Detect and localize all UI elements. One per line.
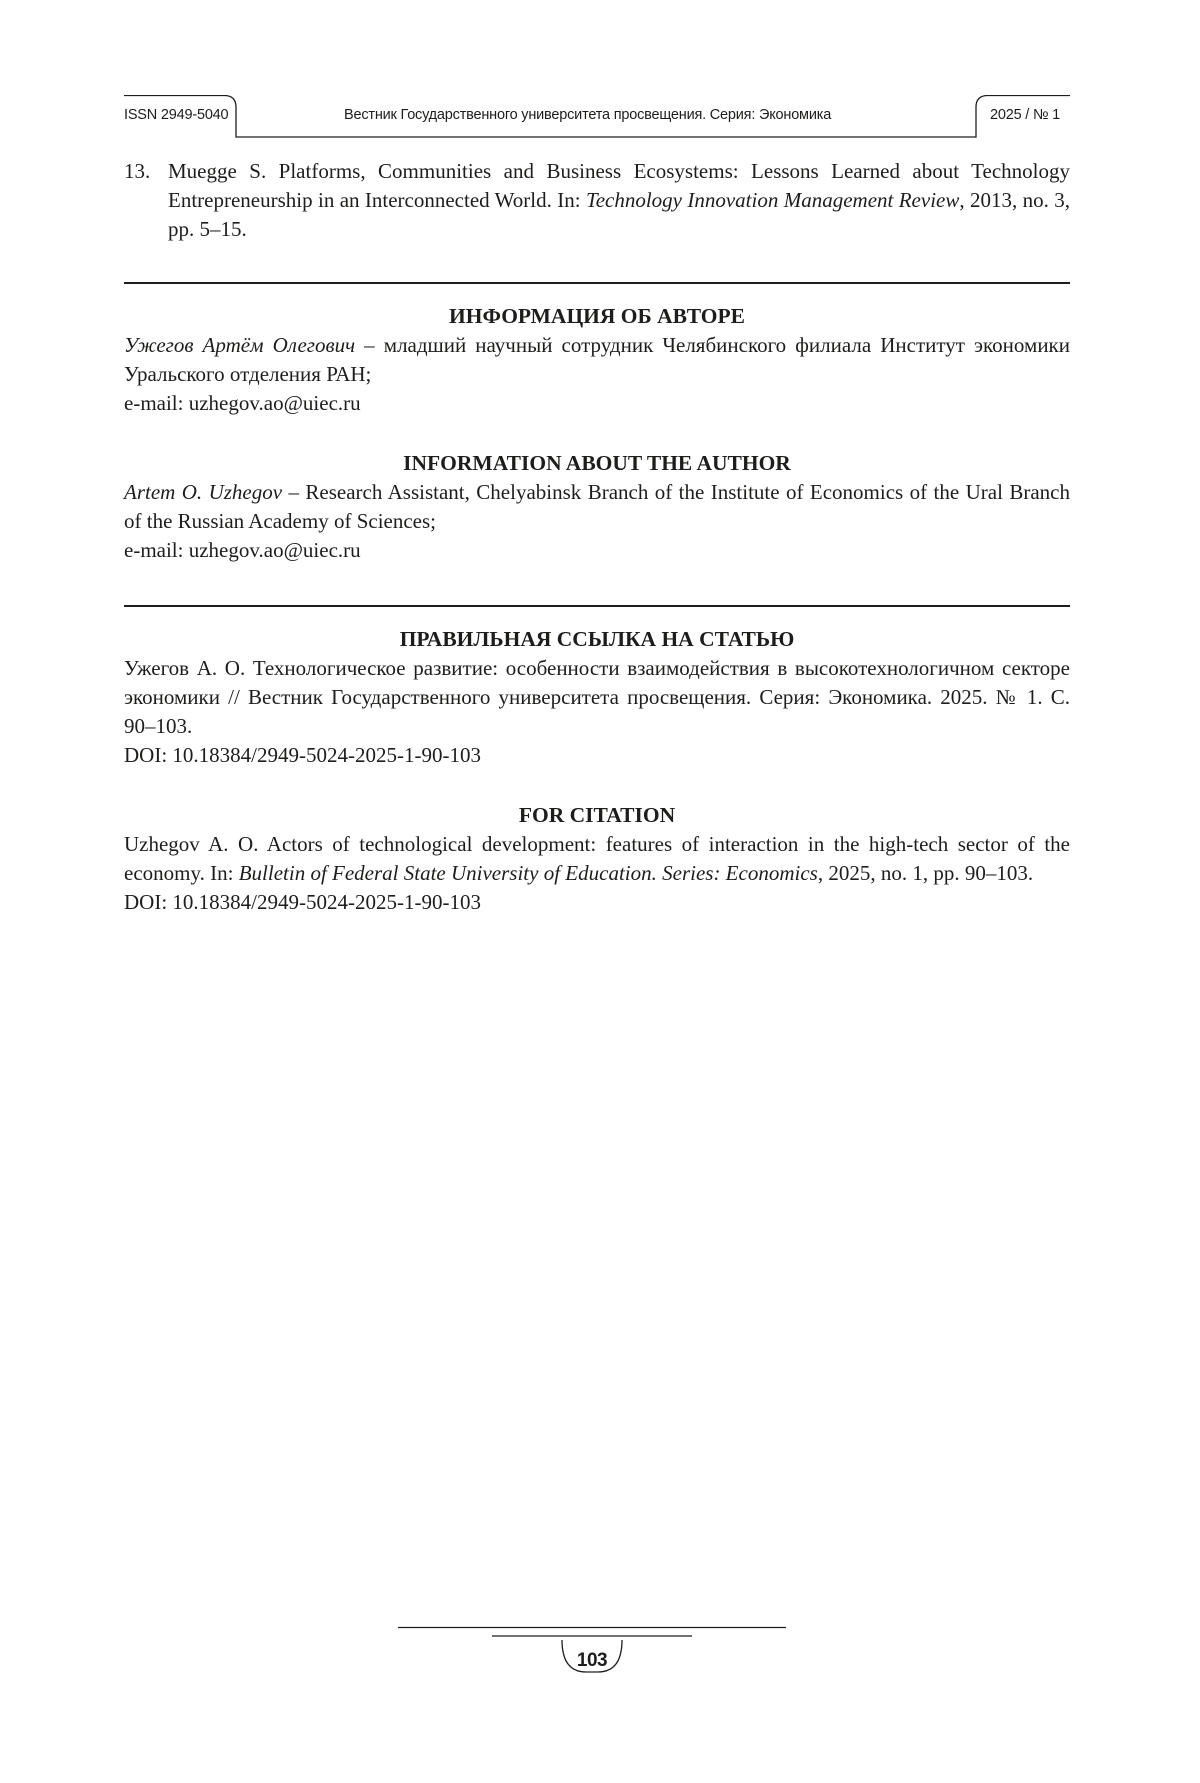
divider: [124, 605, 1070, 607]
author-email-ru: e-mail: uzhegov.ao@uiec.ru: [124, 391, 361, 415]
reference-item: [124, 157, 1070, 244]
author-name-ru: Ужегов Артём Олегович: [124, 333, 356, 357]
reference-number: 13.: [124, 159, 151, 183]
issue-number: 2025 / № 1: [990, 107, 1060, 123]
citation-en-plain: Uzhegov A. O. Actors of technological development: features of interaction in the high-tech sector of the economy. In:: [124, 832, 1070, 885]
citation-ru-text: Ужегов А. О. Технологическое развитие: особенности взаимодействия в высокотехнологичном секторе экономики // Вестник Государственного университета просвещения. Серия: Экономика. 2025. № 1. С. 90–103.: [124, 656, 1070, 738]
author-info-en: [124, 478, 1070, 536]
citation-en-doi: DOI: 10.18384/2949-5024-2025-1-90-103: [124, 890, 481, 914]
author-description-en: – Research Assistant, Chelyabinsk Branch of the Institute of Economics of the Ural Branch of the Russian Academy of Sciences;: [124, 480, 1070, 533]
author-info-en-heading: INFORMATION ABOUT THE AUTHOR: [403, 451, 791, 475]
citation-en-heading: FOR CITATION: [518, 803, 676, 827]
citation-en-text: [124, 830, 1070, 888]
author-info-ru-heading: ИНФОРМАЦИЯ ОБ АВТОРЕ: [449, 304, 745, 328]
citation-ru-doi: DOI: 10.18384/2949-5024-2025-1-90-103: [124, 743, 481, 767]
reference-tail: , 2013, no. 3, pp. 5–15.: [168, 188, 1070, 241]
author-description-ru: – младший научный сотрудник Челябинского филиала Институт экономики Уральского отделения РАН;: [124, 333, 1070, 386]
author-info-ru: [124, 331, 1070, 389]
page-content: [124, 157, 1070, 917]
reference-text-plain: Muegge S. Platforms, Communities and Business Ecosystems: Lessons Learned about Technology Entrepreneurship in an Interconnected World. In:: [168, 159, 1070, 212]
page-footer: [398, 1626, 786, 1686]
reference-text: [168, 157, 1070, 244]
author-name-en: Artem O. Uzhegov: [124, 480, 283, 504]
citation-en-tail: , 2025, no. 1, pp. 90–103.: [817, 861, 1034, 885]
citation-en-journal: Bulletin of Federal State University of Education. Series: Economics: [238, 861, 818, 885]
issn: ISSN 2949-5040: [124, 107, 229, 123]
author-email-en: e-mail: uzhegov.ao@uiec.ru: [124, 538, 361, 562]
running-header: [124, 95, 1070, 139]
page-number: 103: [576, 1650, 608, 1671]
citation-ru-heading: ПРАВИЛЬНАЯ ССЫЛКА НА СТАТЬЮ: [399, 627, 795, 651]
divider: [124, 282, 1070, 284]
reference-journal: Technology Innovation Management Review: [585, 188, 960, 212]
journal-title: Вестник Государственного университета просвещения. Серия: Экономика: [344, 107, 832, 123]
